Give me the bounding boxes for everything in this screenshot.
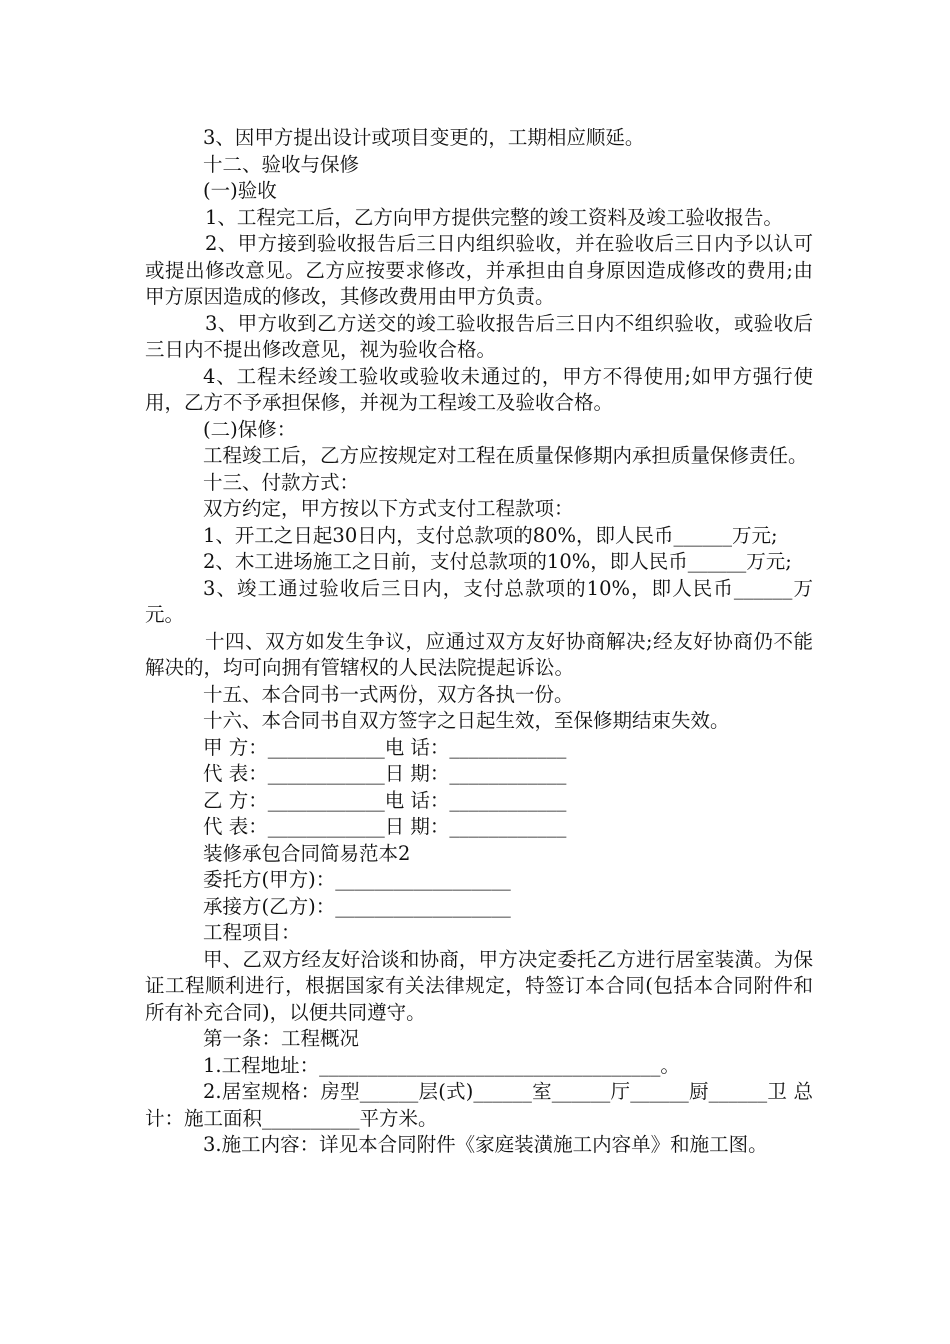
paragraph: 甲、乙双方经友好洽谈和协商，甲方决定委托乙方进行居室装潢。为保证工程顺利进行，根据国家有关法律规定，特签订本合同(包括本合同附件和所有补充合同)，以便共同遵守。: [145, 947, 813, 1024]
paragraph: 3、因甲方提出设计或项目变更的，工期相应顺延。: [203, 126, 645, 149]
signature-line-representative: 代 表：____________日 期：____________: [203, 762, 567, 785]
payment-item: 2、木工进场施工之日前，支付总款项的10%，即人民币______万元;: [203, 550, 792, 573]
signature-line-party-a: 甲 方：____________电 话：____________: [203, 735, 567, 759]
construction-content-line: 3.施工内容：详见本合同附件《家庭装潢施工内容单》和施工图。: [203, 1133, 768, 1156]
paragraph: 1、工程完工后，乙方向甲方提供完整的竣工资料及竣工验收报告。: [205, 205, 783, 229]
project-address-line: 1.工程地址：___________________________________。: [203, 1053, 680, 1077]
payment-item: 3、竣工通过验收后三日内，支付总款项的10%，即人民币______万元。: [145, 576, 813, 626]
contractor-line: 承接方(乙方)：__________________: [203, 894, 511, 918]
subsection-heading: (二)保修：: [203, 417, 297, 441]
subsection-heading: (一)验收: [203, 179, 277, 202]
paragraph: 工程竣工后，乙方应按规定对工程在质量保修期内承担质量保修责任。: [203, 444, 808, 467]
project-label: 工程项目：: [203, 921, 301, 944]
section-paragraph: 十六、本合同书自双方签字之日起生效，至保修期结束失效。: [203, 709, 730, 732]
section-paragraph: 十五、本合同书一式两份，双方各执一份。: [203, 682, 574, 706]
section-heading: 十三、付款方式：: [203, 470, 360, 494]
payment-item: 1、开工之日起30日内，支付总款项的80%，即人民币______万元;: [203, 523, 778, 547]
article-heading: 第一条：工程概况: [203, 1027, 360, 1050]
section-paragraph: 十四、双方如发生争议，应通过双方友好协商解决;经友好协商仍不能解决的，均可向拥有管辖权的人民法院提起诉讼。: [145, 629, 813, 679]
client-line: 委托方(甲方)：__________________: [203, 868, 511, 891]
paragraph: 3、甲方收到乙方送交的竣工验收报告后三日内不组织验收，或验收后三日内不提出修改意见，视为验收合格。: [145, 311, 813, 361]
signature-line-representative: 代 表：____________日 期：____________: [203, 815, 567, 838]
paragraph: 双方约定，甲方按以下方式支付工程款项：: [203, 497, 574, 520]
paragraph: 4、工程未经竣工验收或验收未通过的，甲方不得使用;如甲方强行使用，乙方不予承担保修，并视为工程竣工及验收合格。: [145, 364, 813, 414]
document-body: [145, 125, 813, 1159]
paragraph: 2、甲方接到验收报告后三日内组织验收，并在验收后三日内予以认可或提出修改意见。乙方应按要求修改，并承担由自身原因造成修改的费用;由甲方原因造成的修改，其修改费用由甲方负责。: [145, 232, 813, 308]
signature-line-party-b: 乙 方：____________电 话：____________: [203, 788, 567, 812]
document-subtitle: 装修承包合同简易范本2: [203, 841, 411, 865]
section-heading: 十二、验收与保修: [203, 152, 360, 176]
room-spec-line: 2.居室规格：房型______层(式)______室______厅______厨______卫 总计：施工面积__________平方米。: [145, 1080, 813, 1130]
